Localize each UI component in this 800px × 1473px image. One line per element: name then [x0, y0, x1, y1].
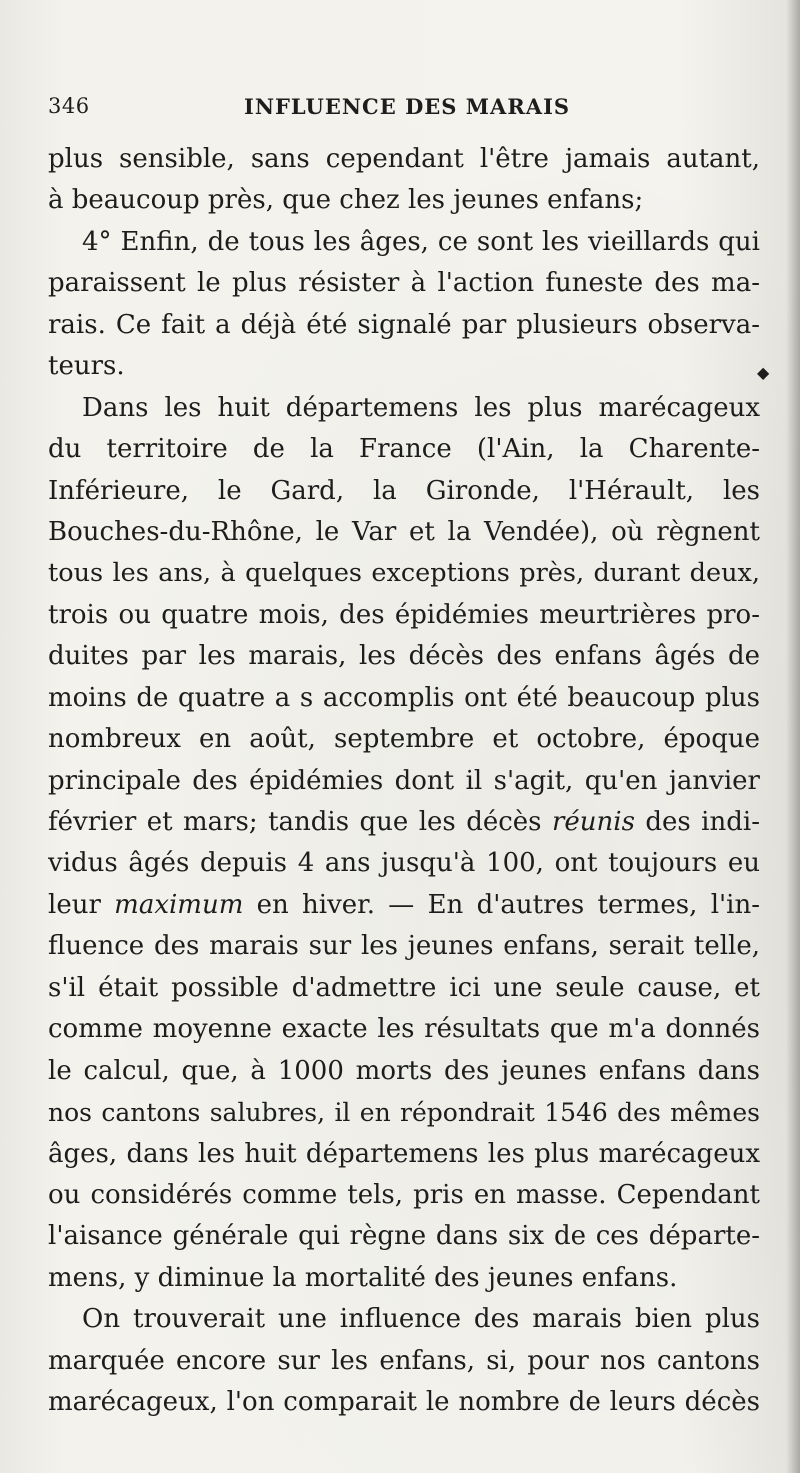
running-title: INFLUENCE DES MARAIS	[244, 94, 571, 119]
text-line: marquée encore sur les enfans, si, pour nos cantons	[48, 1345, 760, 1376]
page-edge-shadow	[786, 0, 800, 1473]
text-line: le calcul, que, à 1000 morts des jeunes enfans dans	[48, 1055, 760, 1086]
text-line: nombreux en août, septembre et octobre, époque	[48, 724, 760, 755]
text-line: fluence des marais sur les jeunes enfans, serait telle,	[48, 931, 760, 962]
text-line: paraissent le plus résister à l'action funeste des ma-	[48, 268, 760, 299]
text-line: trois ou quatre mois, des épidémies meurtrières pro-	[48, 599, 760, 630]
text-line: du territoire de la France (l'Ain, la Charente-	[48, 434, 760, 465]
text-line: 4° Enfin, de tous les âges, ce sont les vieillards qui	[82, 226, 760, 257]
text-segment: des indi-	[645, 807, 760, 837]
text-line: moins de quatre a s accomplis ont été beaucoup plus	[48, 682, 760, 713]
text-line: plus sensible, sans cependant l'être jamais autant,	[48, 144, 760, 174]
text-line: nos cantons salubres, il en répondrait 1546 des mêmes	[48, 1098, 760, 1128]
text-line: duites par les marais, les décès des enfans âgés de	[48, 641, 760, 672]
italic-segment: réunis	[551, 807, 635, 837]
text-line: Dans les huit départemens les plus marécageux	[82, 392, 760, 423]
text-segment: leur	[48, 889, 101, 920]
running-header	[48, 94, 758, 130]
text-line: à beaucoup près, que chez les jeunes enfans;	[48, 185, 644, 216]
text-line: tous les ans, à quelques exceptions près, durant deux,	[48, 558, 760, 589]
text-line: marécageux, l'on comparait le nombre de leurs décès	[48, 1387, 760, 1418]
text-line: teurs.	[48, 351, 125, 382]
italic-segment: maximum	[114, 889, 244, 920]
margin-mark-icon: ◆	[757, 363, 770, 382]
text-line-mixed	[48, 802, 760, 843]
text-line: l'aisance générale qui règne dans six de ces départe-	[48, 1221, 760, 1252]
page-number: 346	[48, 94, 90, 118]
text-line: On trouverait une influence des marais bien plus	[82, 1304, 760, 1335]
text-line: ou considérés comme tels, pris en masse. Cependant	[48, 1179, 760, 1210]
text-line: principale des épidémies dont il s'agit, qu'en janvier	[48, 765, 760, 796]
text-line: rais. Ce fait a déjà été signalé par plusieurs observa-	[48, 309, 760, 340]
text-segment: février et mars; tandis que les décès	[48, 807, 542, 837]
text-line: Inférieure, le Gard, la Gironde, l'Hérault, les	[48, 475, 760, 506]
text-line: Bouches-du-Rhône, le Var et la Vendée), où règnent	[48, 516, 760, 547]
text-line: âges, dans les huit départemens les plus marécageux	[48, 1138, 760, 1169]
text-line: mens, y diminue la mortalité des jeunes enfans.	[48, 1262, 678, 1293]
text-line-mixed	[48, 885, 760, 926]
text-line: s'il était possible d'admettre ici une seule cause, et	[48, 972, 760, 1003]
text-line: vidus âgés depuis 4 ans jusqu'à 100, ont toujours eu	[48, 848, 760, 879]
text-line: comme moyenne exacte les résultats que m'a donnés	[48, 1014, 760, 1045]
text-segment: en hiver. — En d'autres termes, l'in-	[256, 889, 760, 920]
body-text	[48, 139, 760, 1424]
